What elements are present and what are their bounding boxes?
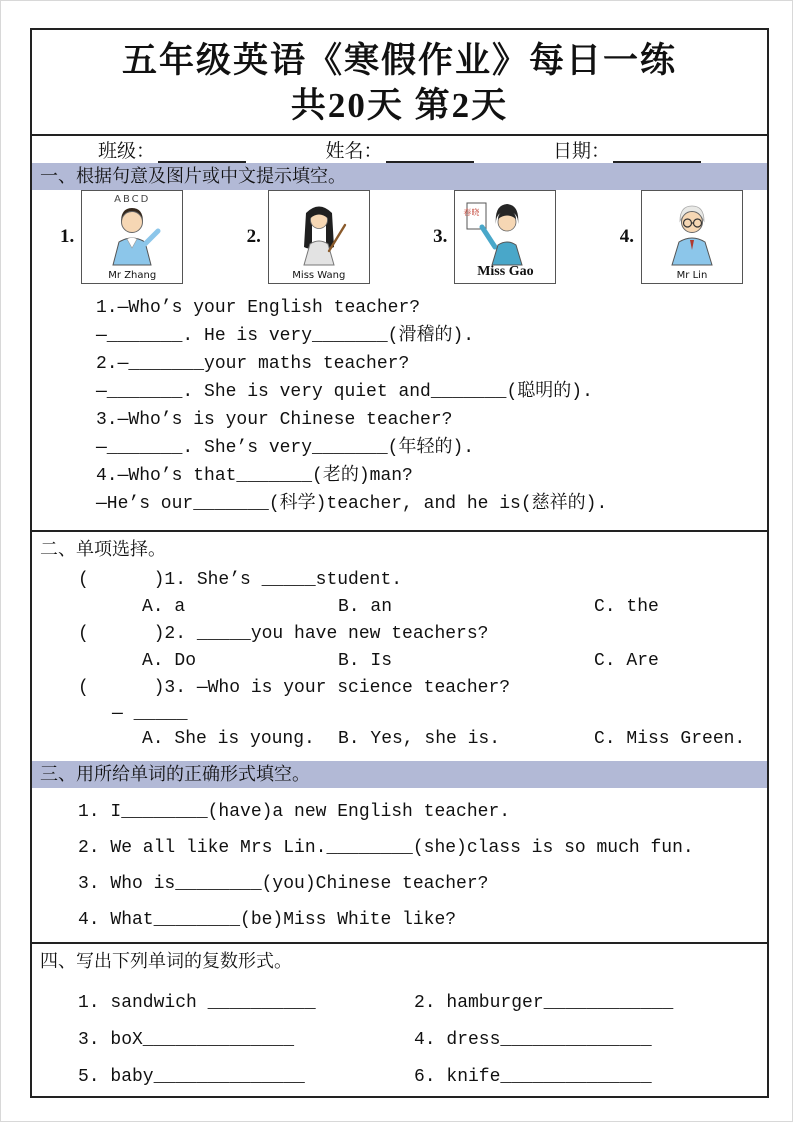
section4-header: 四、写出下列单词的复数形式。: [40, 951, 292, 972]
picture-group-4: [620, 190, 743, 284]
picture-number: 3.: [433, 226, 448, 247]
picture-group-1: [60, 190, 183, 284]
option-c: C. Miss Green.: [594, 729, 746, 749]
mc-question-stem: ( )1. She’s _____student.: [78, 570, 403, 590]
picture-box-mr-lin: [641, 190, 743, 284]
fill-in-line: 1. I________(have)a new English teacher.: [78, 802, 511, 822]
answer-line: —_______. He is very_______(滑稽的).: [96, 326, 475, 346]
picture-caption: Mr Lin: [676, 270, 708, 281]
name-label: 姓名：: [325, 140, 383, 162]
question-line: 4.—Who’s that_______(老的)man?: [96, 466, 413, 486]
option-a: A. Do: [142, 651, 197, 671]
class-label: 班级：: [98, 140, 156, 162]
answer-line: —_______. She’s very_______(年轻的).: [96, 438, 475, 458]
option-a: A. a: [142, 597, 186, 617]
class-field: [98, 136, 246, 163]
plural-row: [78, 985, 767, 1022]
fill-in-line: 2. We all like Mrs Lin.________(she)class is so much fun.: [78, 838, 694, 858]
section1-header: 一、根据句意及图片或中文提示填空。: [32, 163, 767, 190]
fill-in-line: 4. What________(be)Miss White like?: [78, 910, 457, 930]
option-c: C. the: [594, 597, 659, 617]
mc-options-row: [78, 594, 767, 621]
meta-row: [32, 136, 767, 163]
plural-item: 2. hamburger____________: [414, 993, 674, 1013]
picture-box-miss-gao: [454, 190, 556, 284]
plural-item: 1. sandwich __________: [78, 993, 316, 1013]
class-blank-line: [158, 140, 246, 163]
fill-in-line: 3. Who is________(you)Chinese teacher?: [78, 874, 489, 894]
picture-number: 1.: [60, 226, 75, 247]
picture-caption: Miss Gao: [477, 264, 534, 279]
option-b: B. an: [338, 597, 393, 617]
plural-item: 3. boX______________: [78, 1030, 295, 1050]
mc-options-row: [78, 726, 767, 753]
picture-group-2: [247, 190, 370, 284]
worksheet-subtitle: 共20天 第2天: [290, 86, 509, 125]
date-label: 日期：: [552, 140, 610, 162]
answer-line: —_______. She is very quiet and_______(聪明的).: [96, 382, 593, 402]
option-c: C. Are: [594, 651, 659, 671]
date-blank-line: [613, 140, 701, 163]
section2-header: 二、单项选择。: [40, 539, 166, 560]
section2-body: [32, 565, 767, 761]
plural-item: 4. dress______________: [414, 1030, 652, 1050]
plural-row: [78, 1022, 767, 1059]
option-b: B. Is: [338, 651, 393, 671]
section1-questions: [32, 284, 767, 532]
title-block: [32, 30, 767, 136]
section3-body: [32, 788, 767, 942]
plural-row: [78, 1059, 767, 1096]
name-blank-line: [386, 140, 474, 163]
picture-caption: Mr Zhang: [108, 270, 157, 281]
picture-number: 4.: [619, 226, 634, 247]
picture-box-mr-zhang: [81, 190, 183, 284]
question-line: 3.—Who’s is your Chinese teacher?: [96, 410, 453, 430]
blackboard-text: ABCD: [114, 194, 151, 205]
answer-line: —He’s our_______(科学)teacher, and he is(慈祥的).: [96, 494, 608, 514]
picture-group-3: [433, 190, 556, 284]
option-a: A. She is young.: [142, 729, 315, 749]
picture-number: 2.: [246, 226, 261, 247]
mc-question-stem: ( )3. —Who is your science teacher?: [78, 678, 511, 698]
worksheet-title: 五年级英语《寒假作业》每日一练: [121, 41, 677, 80]
date-field: [553, 136, 701, 163]
plural-item: 6. knife______________: [414, 1067, 652, 1087]
picture-box-miss-wang: [268, 190, 370, 284]
mc-question-stem-line2: — _____: [112, 704, 188, 724]
section3-header: 三、用所给单词的正确形式填空。: [32, 761, 767, 788]
worksheet-border: [30, 28, 769, 1098]
mc-options-row: [78, 648, 767, 675]
name-field: [325, 136, 473, 163]
question-line: 2.—_______your maths teacher?: [96, 354, 410, 374]
picture-caption: Miss Wang: [292, 270, 346, 281]
plural-item: 5. baby______________: [78, 1067, 305, 1087]
section4-body: [32, 977, 767, 1096]
book-title-text: 春晓: [463, 208, 480, 217]
mc-question-stem: ( )2. _____you have new teachers?: [78, 624, 489, 644]
option-b: B. Yes, she is.: [338, 729, 501, 749]
question-line: 1.—Who’s your English teacher?: [96, 298, 421, 318]
pictures-row: [32, 190, 767, 284]
